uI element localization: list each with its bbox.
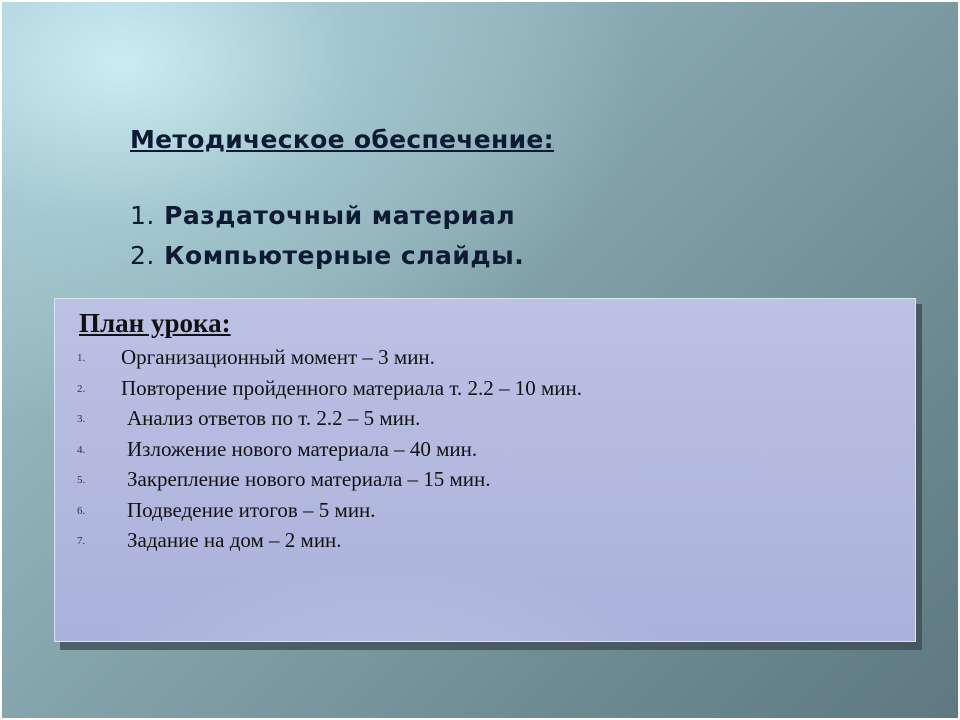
list-item-text: Организационный момент – 3 мин. (121, 345, 435, 369)
methodical-item (130, 236, 554, 276)
lesson-plan-box (54, 298, 916, 642)
list-item-number: 4. (77, 443, 86, 456)
slide (2, 2, 958, 718)
methodical-item-text: Раздаточный материал (164, 201, 516, 230)
list-item-text: Закрепление нового материала – 15 мин. (127, 467, 491, 491)
methodical-item-number: 2. (130, 241, 155, 270)
list-item-text: Задание на дом – 2 мин. (127, 528, 342, 552)
list-item-number: 7. (77, 535, 86, 547)
list-item-number: 1. (77, 352, 86, 364)
methodical-support-heading: Методическое обеспечение: (130, 125, 554, 154)
list-item-number: 2. (77, 382, 86, 395)
lesson-plan-title: План урока: (79, 308, 231, 338)
list-item-number: 5. (77, 474, 86, 486)
list-item-number: 6. (77, 504, 86, 517)
list-item-text: Анализ ответов по т. 2.2 – 5 мин. (127, 406, 421, 430)
list-item-text: Подведение итогов – 5 мин. (127, 497, 376, 522)
list-item-number: 3. (77, 413, 86, 425)
methodical-item (130, 196, 554, 236)
methodical-item-number: 1. (130, 201, 155, 230)
list-item-text: Повторение пройденного материала т. 2.2 – 10 мин. (121, 375, 582, 400)
list-item-text: Изложение нового материала – 40 мин. (127, 436, 478, 461)
methodical-support-block (130, 120, 554, 276)
methodical-item-text: Компьютерные слайды. (164, 241, 525, 270)
